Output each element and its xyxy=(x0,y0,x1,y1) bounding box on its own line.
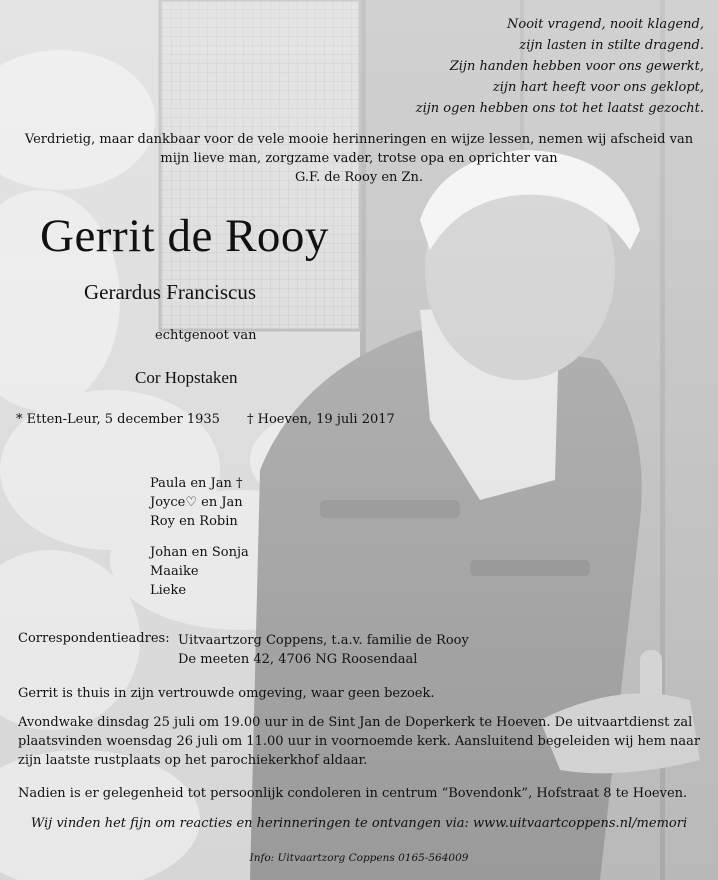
children-list xyxy=(150,474,249,600)
child-entry: Maaike xyxy=(150,564,199,579)
address-line: Uitvaartzorg Coppens, t.a.v. familie de Rooy xyxy=(178,633,469,648)
spouse-label: echtgenoot van xyxy=(155,328,257,343)
child-entry: Paula en Jan † xyxy=(150,476,243,491)
intro-line: G.F. de Rooy en Zn. xyxy=(294,170,424,185)
intro-line: mijn lieve man, zorgzame vader, trotse opa en oprichter van xyxy=(160,151,558,166)
birth-info: * Etten-Leur, 5 december 1935 xyxy=(16,412,220,427)
correspondence-label: Correspondentieadres: xyxy=(18,631,170,646)
service-info: Avondwake dinsdag 25 juli om 19.00 uur in de Sint Jan de Doperkerk te Hoeven. De uitvaartdienst zal plaatsvinden woensdag 26 juli om 11.00 uur in voornoemde kerk. Aansluitend begeleiden wij hem naar zijn laatste rustplaats op het parochiekerkhof aldaar. xyxy=(18,715,701,768)
info-footer: Info: Uitvaartzorg Coppens 0165-564009 xyxy=(249,852,469,864)
poem-line: zijn hart heeft voor ons geklopt, xyxy=(492,80,704,95)
correspondence-address xyxy=(178,631,469,669)
home-note: Gerrit is thuis in zijn vertrouwde omgeving, waar geen bezoek. xyxy=(18,686,435,701)
child-entry: Johan en Sonja xyxy=(150,545,249,560)
intro-text xyxy=(10,130,708,187)
reactions-note: Wij vinden het fijn om reacties en herinneringen te ontvangen via: www.uitvaartcoppens.nl/memori xyxy=(30,816,688,831)
poem-line: Zijn handen hebben voor ons gewerkt, xyxy=(449,59,704,74)
poem-line: zijn lasten in stilte dragend. xyxy=(519,38,704,53)
child-entry: Roy en Robin xyxy=(150,514,238,529)
intro-line: Verdrietig, maar dankbaar voor de vele mooie herinneringen en wijze lessen, nemen wij afscheid van xyxy=(24,132,694,147)
child-entry: Lieke xyxy=(150,583,187,598)
poem-line: Nooit vragend, nooit klagend, xyxy=(507,17,704,32)
poem-line: zijn ogen hebben ons tot het laatst gezocht. xyxy=(415,101,704,116)
child-entry: Joyce♡ en Jan xyxy=(150,495,243,510)
spouse-name: Cor Hopstaken xyxy=(135,368,238,387)
given-names: Gerardus Franciscus xyxy=(84,280,257,304)
deceased-name: Gerrit de Rooy xyxy=(40,210,329,262)
address-line: De meeten 42, 4706 NG Roosendaal xyxy=(178,652,418,667)
condolence-info: Nadien is er gelegenheid tot persoonlijk condoleren in centrum “Bovendonk”, Hofstraat 8 te Hoeven. xyxy=(18,786,688,801)
death-info: † Hoeven, 19 juli 2017 xyxy=(247,412,395,427)
poem xyxy=(264,14,704,119)
